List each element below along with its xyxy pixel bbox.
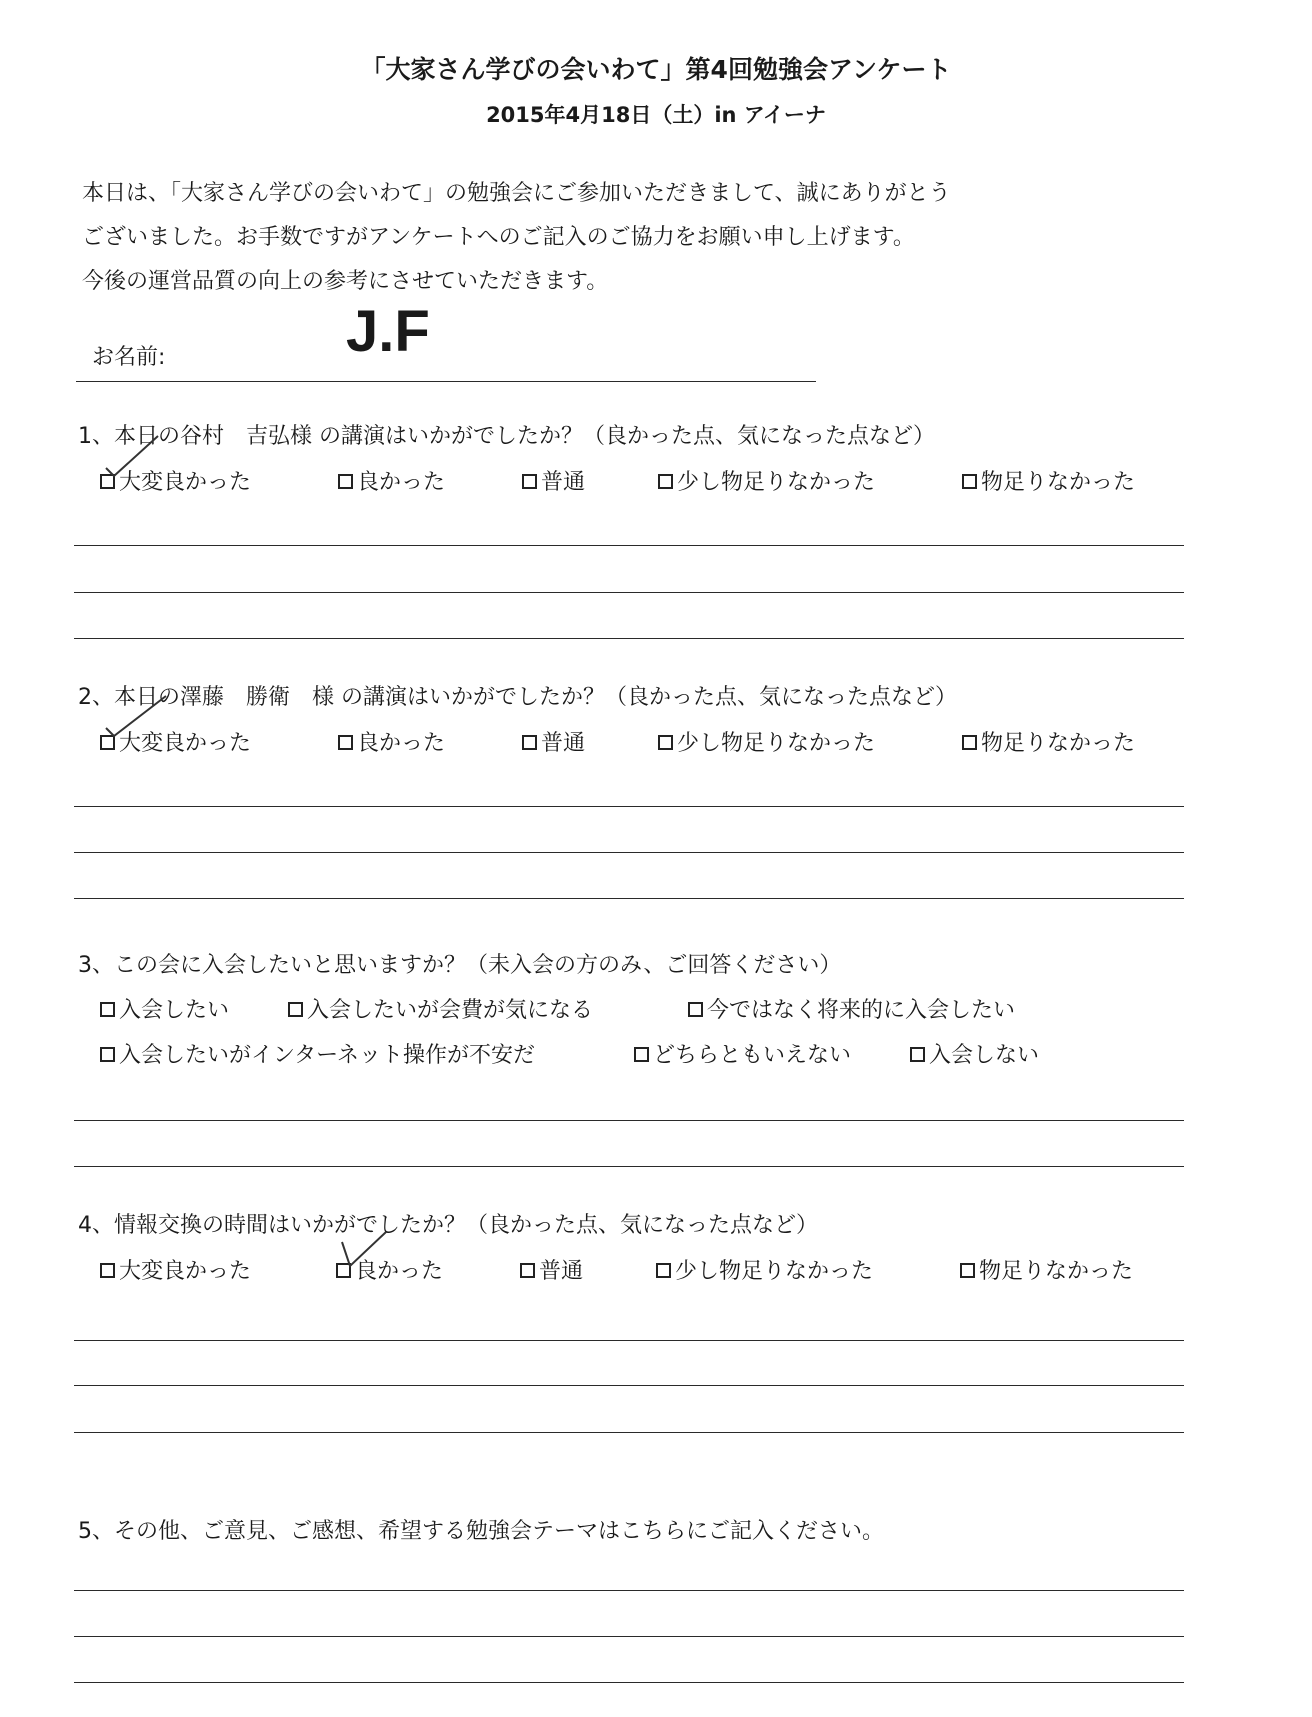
checkbox[interactable] [100,1002,115,1017]
option-label: 物足りなかった [981,470,1136,495]
option-label: 良かった [357,470,446,495]
option-label: 普通 [541,470,586,495]
q1-option-4[interactable] [658,465,875,496]
option-label: 入会したいが会費が気になる [307,998,594,1023]
q1-option-2[interactable] [338,465,445,496]
option-label: 大変良かった [119,470,252,495]
question-1-text: 1、本日の谷村 吉弘様 の講演はいかがでしたか？（良かった点、気になった点など） [78,424,935,449]
question-2-text: 2、本日の澤藤 勝衛 様 の講演はいかがでしたか？（良かった点、気になった点など） [78,685,957,710]
checkbox[interactable] [338,474,353,489]
q2-answer-line [74,852,1184,853]
survey-date-venue: 2015年4月18日（土）in アイーナ [486,103,826,127]
q2-option-2[interactable] [338,726,445,757]
option-label: 大変良かった [119,1259,252,1284]
option-label: 入会したい [119,998,230,1023]
checkbox[interactable] [962,474,977,489]
checkmark-icon [336,1228,396,1280]
option-label: 大変良かった [119,731,252,756]
option-label: 入会しない [929,1043,1040,1068]
checkbox[interactable] [288,1002,303,1017]
q4-answer-line [74,1340,1184,1341]
q1-answer-line [74,638,1184,639]
question-4-text: 4、情報交換の時間はいかがでしたか？（良かった点、気になった点など） [78,1213,818,1238]
checkbox[interactable] [634,1047,649,1062]
option-label: どちらともいえない [653,1043,852,1068]
q3-option-5[interactable] [634,1038,851,1069]
option-label: 良かった [357,731,446,756]
option-label: 普通 [539,1259,584,1284]
q2-answer-line [74,898,1184,899]
option-label: 物足りなかった [981,731,1136,756]
q1-answer-line [74,545,1184,546]
checkbox[interactable] [520,1263,535,1278]
q5-answer-line [74,1590,1184,1591]
checkmark-icon [100,690,180,750]
option-label: 少し物足りなかった [677,470,876,495]
option-label: 良かった [355,1259,444,1284]
q4-option-1[interactable] [100,1254,251,1285]
intro-line-3: 今後の運営品質の向上の参考にさせていただきます。 [82,269,609,294]
q2-answer-line [74,806,1184,807]
q1-option-5[interactable] [962,465,1135,496]
q2-option-4[interactable] [658,726,875,757]
question-3-text: 3、この会に入会したいと思いますか？（未入会の方のみ、ご回答ください） [78,953,842,978]
q5-answer-line [74,1636,1184,1637]
checkbox[interactable] [658,735,673,750]
q1-option-3[interactable] [522,465,585,496]
intro-line-1: 本日は、「大家さん学びの会いわて」の勉強会にご参加いただきまして、誠にありがとう [82,181,951,206]
q2-option-5[interactable] [962,726,1135,757]
q3-option-1[interactable] [100,993,229,1024]
q4-option-4[interactable] [656,1254,873,1285]
option-label: 物足りなかった [979,1259,1134,1284]
checkbox[interactable] [658,474,673,489]
checkbox[interactable] [522,474,537,489]
q3-answer-line [74,1166,1184,1167]
name-underline [76,381,816,382]
checkbox[interactable] [100,1047,115,1062]
checkbox[interactable] [960,1263,975,1278]
q3-option-6[interactable] [910,1038,1039,1069]
option-label: 今ではなく将来的に入会したい [707,998,1016,1023]
question-5-text: 5、その他、ご意見、ご感想、希望する勉強会テーマはこちらにご記入ください。 [78,1519,884,1544]
option-label: 普通 [541,731,586,756]
q4-option-3[interactable] [520,1254,583,1285]
q4-answer-line [74,1432,1184,1433]
intro-line-2: ございました。お手数ですがアンケートへのご記入のご協力をお願い申し上げます。 [82,225,915,250]
survey-title: 「大家さん学びの会いわて」第4回勉強会アンケート [360,55,952,84]
checkbox[interactable] [910,1047,925,1062]
q3-option-2[interactable] [288,993,593,1024]
option-label: 入会したいがインターネット操作が不安だ [119,1043,536,1068]
q3-option-4[interactable] [100,1038,535,1069]
checkbox[interactable] [962,735,977,750]
q1-answer-line [74,592,1184,593]
name-value[interactable]: J.F [346,299,430,364]
checkmark-icon [100,432,170,492]
q4-option-5[interactable] [960,1254,1133,1285]
q5-answer-line [74,1682,1184,1683]
checkbox[interactable] [656,1263,671,1278]
checkbox[interactable] [100,1263,115,1278]
q4-answer-line [74,1385,1184,1386]
q3-answer-line [74,1120,1184,1121]
q3-option-3[interactable] [688,993,1015,1024]
option-label: 少し物足りなかった [677,731,876,756]
checkbox[interactable] [522,735,537,750]
checkbox[interactable] [338,735,353,750]
name-label: お名前: [92,345,166,370]
q2-option-3[interactable] [522,726,585,757]
option-label: 少し物足りなかった [675,1259,874,1284]
checkbox[interactable] [688,1002,703,1017]
